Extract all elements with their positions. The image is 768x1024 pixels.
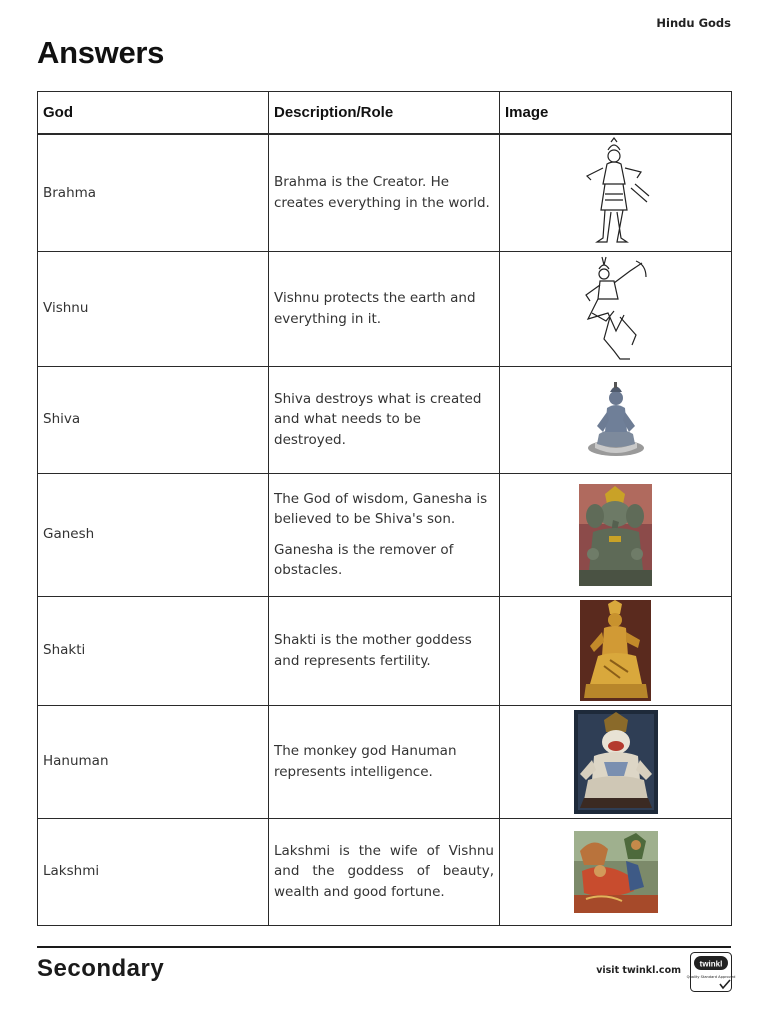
- table-row: [38, 818, 732, 925]
- badge-caption-text: Quality Standard Approved: [686, 975, 736, 979]
- god-name: Vishnu: [38, 251, 269, 366]
- description-text: Shakti is the mother goddess and represents fertility.: [274, 632, 472, 669]
- god-name: Shakti: [38, 596, 269, 705]
- god-description: [269, 596, 500, 705]
- brahma-image: [581, 138, 651, 248]
- god-image-cell: [500, 596, 732, 705]
- document-topic: Hindu Gods: [656, 16, 731, 30]
- gods-table: [37, 91, 732, 926]
- column-header-description: Description/Role: [269, 92, 500, 135]
- column-header-god: God: [38, 92, 269, 135]
- ganesha-image: [579, 484, 652, 586]
- description-text: The God of wisdom, Ganesha is believed to be Shiva's son.: [274, 490, 488, 527]
- description-text: Shiva destroys what is created and what needs to be destroyed.: [274, 390, 482, 448]
- twinkl-quality-badge: [686, 952, 736, 992]
- table-row: [38, 134, 732, 251]
- god-name: Brahma: [38, 134, 269, 251]
- god-description: [269, 818, 500, 925]
- shiva-image: [585, 382, 647, 458]
- description-text: Vishnu protects the earth and everything in it.: [274, 290, 476, 327]
- badge-logo-text: twinkl: [699, 959, 723, 969]
- god-image-cell: [500, 251, 732, 366]
- god-image-cell: [500, 473, 732, 596]
- footer-rule: [37, 946, 731, 948]
- god-description: [269, 473, 500, 596]
- page-title: Answers: [37, 35, 165, 70]
- shakti-image: [580, 600, 651, 701]
- god-image-cell: [500, 705, 732, 818]
- god-name: Ganesh: [38, 473, 269, 596]
- description-text: Ganesha is the remover of obstacles.: [274, 541, 454, 578]
- god-image-cell: [500, 818, 732, 925]
- lakshmi-image: [574, 831, 658, 913]
- god-description: [269, 705, 500, 818]
- footer-visit-link[interactable]: visit twinkl.com: [596, 965, 681, 976]
- vishnu-image: [580, 255, 652, 363]
- column-header-image: Image: [500, 92, 732, 135]
- table-row: [38, 251, 732, 366]
- table-row: [38, 596, 732, 705]
- god-description: [269, 366, 500, 473]
- description-text: Lakshmi is the wife of Vishnu and the goddess of beauty, wealth and good fortune.: [274, 842, 494, 900]
- hanuman-image: [574, 710, 658, 814]
- god-image-cell: [500, 366, 732, 473]
- god-name: Lakshmi: [38, 818, 269, 925]
- description-text: The monkey god Hanuman represents intelligence.: [274, 743, 457, 780]
- description-text: Brahma is the Creator. He creates everything in the world.: [274, 174, 490, 211]
- table-row: [38, 366, 732, 473]
- table-row: [38, 705, 732, 818]
- god-name: Hanuman: [38, 705, 269, 818]
- table-header-row: [38, 92, 732, 135]
- table-row: [38, 473, 732, 596]
- god-description: [269, 134, 500, 251]
- god-description: [269, 251, 500, 366]
- god-image-cell: [500, 134, 732, 251]
- god-name: Shiva: [38, 366, 269, 473]
- footer-brand: Secondary: [37, 955, 165, 982]
